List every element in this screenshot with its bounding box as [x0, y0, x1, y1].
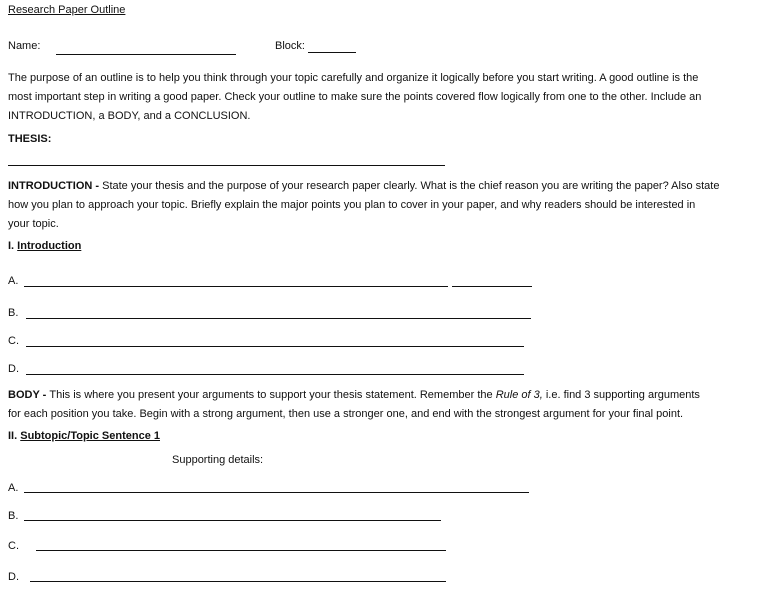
section1-item-a-line-2[interactable]	[452, 286, 532, 287]
section1-item-a-line[interactable]	[24, 286, 448, 287]
body-text-1b: i.e. find 3 supporting arguments	[542, 389, 700, 401]
section1-item-c-line[interactable]	[26, 346, 524, 347]
section2-heading	[8, 430, 160, 442]
section2-item-b-line[interactable]	[24, 520, 441, 521]
introduction-instructions	[8, 177, 760, 234]
block-label: Block:	[275, 40, 305, 52]
section1-heading	[8, 240, 81, 252]
intro-line-2: most important step in writing a good paper. Check your outline to make sure the points covered flow logically from one to the other. Include an	[8, 91, 702, 103]
intro-line-3: INTRODUCTION, a BODY, and a CONCLUSION.	[8, 110, 251, 122]
introduction-text-1: State your thesis and the purpose of your research paper clearly. What is the chief reason you are writing the paper? Also state	[102, 180, 720, 192]
name-label: Name:	[8, 40, 41, 52]
section2-item-c-label: C.	[8, 540, 19, 552]
section2-item-d-label: D.	[8, 571, 19, 583]
section2-item-b-label: B.	[8, 510, 19, 522]
introduction-line-1	[8, 177, 760, 196]
section2-item-d-line[interactable]	[30, 581, 446, 582]
thesis-label: THESIS:	[8, 133, 52, 145]
body-instructions	[8, 386, 760, 424]
section1-item-d-label: D.	[8, 363, 19, 375]
thesis-line[interactable]	[8, 165, 445, 166]
body-rule-of-3: Rule of 3,	[495, 389, 543, 401]
body-line-2: for each position you take. Begin with a strong argument, then use a stronger one, and end with the strongest argument for your final point.	[8, 408, 684, 420]
section2-number: II.	[8, 430, 21, 442]
section1-number: I.	[8, 240, 18, 252]
body-heading: BODY -	[8, 389, 50, 401]
section2-item-a-line[interactable]	[24, 492, 529, 493]
section2-item-c-line[interactable]	[36, 550, 446, 551]
intro-line-1: The purpose of an outline is to help you think through your topic carefully and organize it logically before you start writing. A good outline is the	[8, 72, 699, 84]
section2-item-a-label: A.	[8, 482, 19, 494]
section1-item-d-line[interactable]	[26, 374, 524, 375]
section1-item-b-label: B.	[8, 307, 19, 319]
section1-title: Introduction	[17, 240, 82, 252]
section1-item-c-label: C.	[8, 335, 19, 347]
introduction-line-3: your topic.	[8, 218, 59, 230]
body-text-1a: This is where you present your arguments to support your thesis statement. Remember the	[49, 389, 496, 401]
name-field-line[interactable]	[56, 54, 236, 55]
body-line-1	[8, 386, 760, 405]
supporting-details-label: Supporting details:	[172, 454, 264, 466]
section2-title: Subtopic/Topic Sentence 1	[20, 430, 160, 442]
intro-paragraph	[8, 69, 760, 126]
section1-item-b-line[interactable]	[26, 318, 531, 319]
page-title: Research Paper Outline	[8, 4, 126, 16]
introduction-heading: INTRODUCTION -	[8, 180, 103, 192]
block-field-line[interactable]	[308, 52, 356, 53]
section1-item-a-label: A.	[8, 275, 19, 287]
introduction-line-2: how you plan to approach your topic. Briefly explain the major points you plan to cover in your paper, and why readers should be interested in	[8, 199, 696, 211]
